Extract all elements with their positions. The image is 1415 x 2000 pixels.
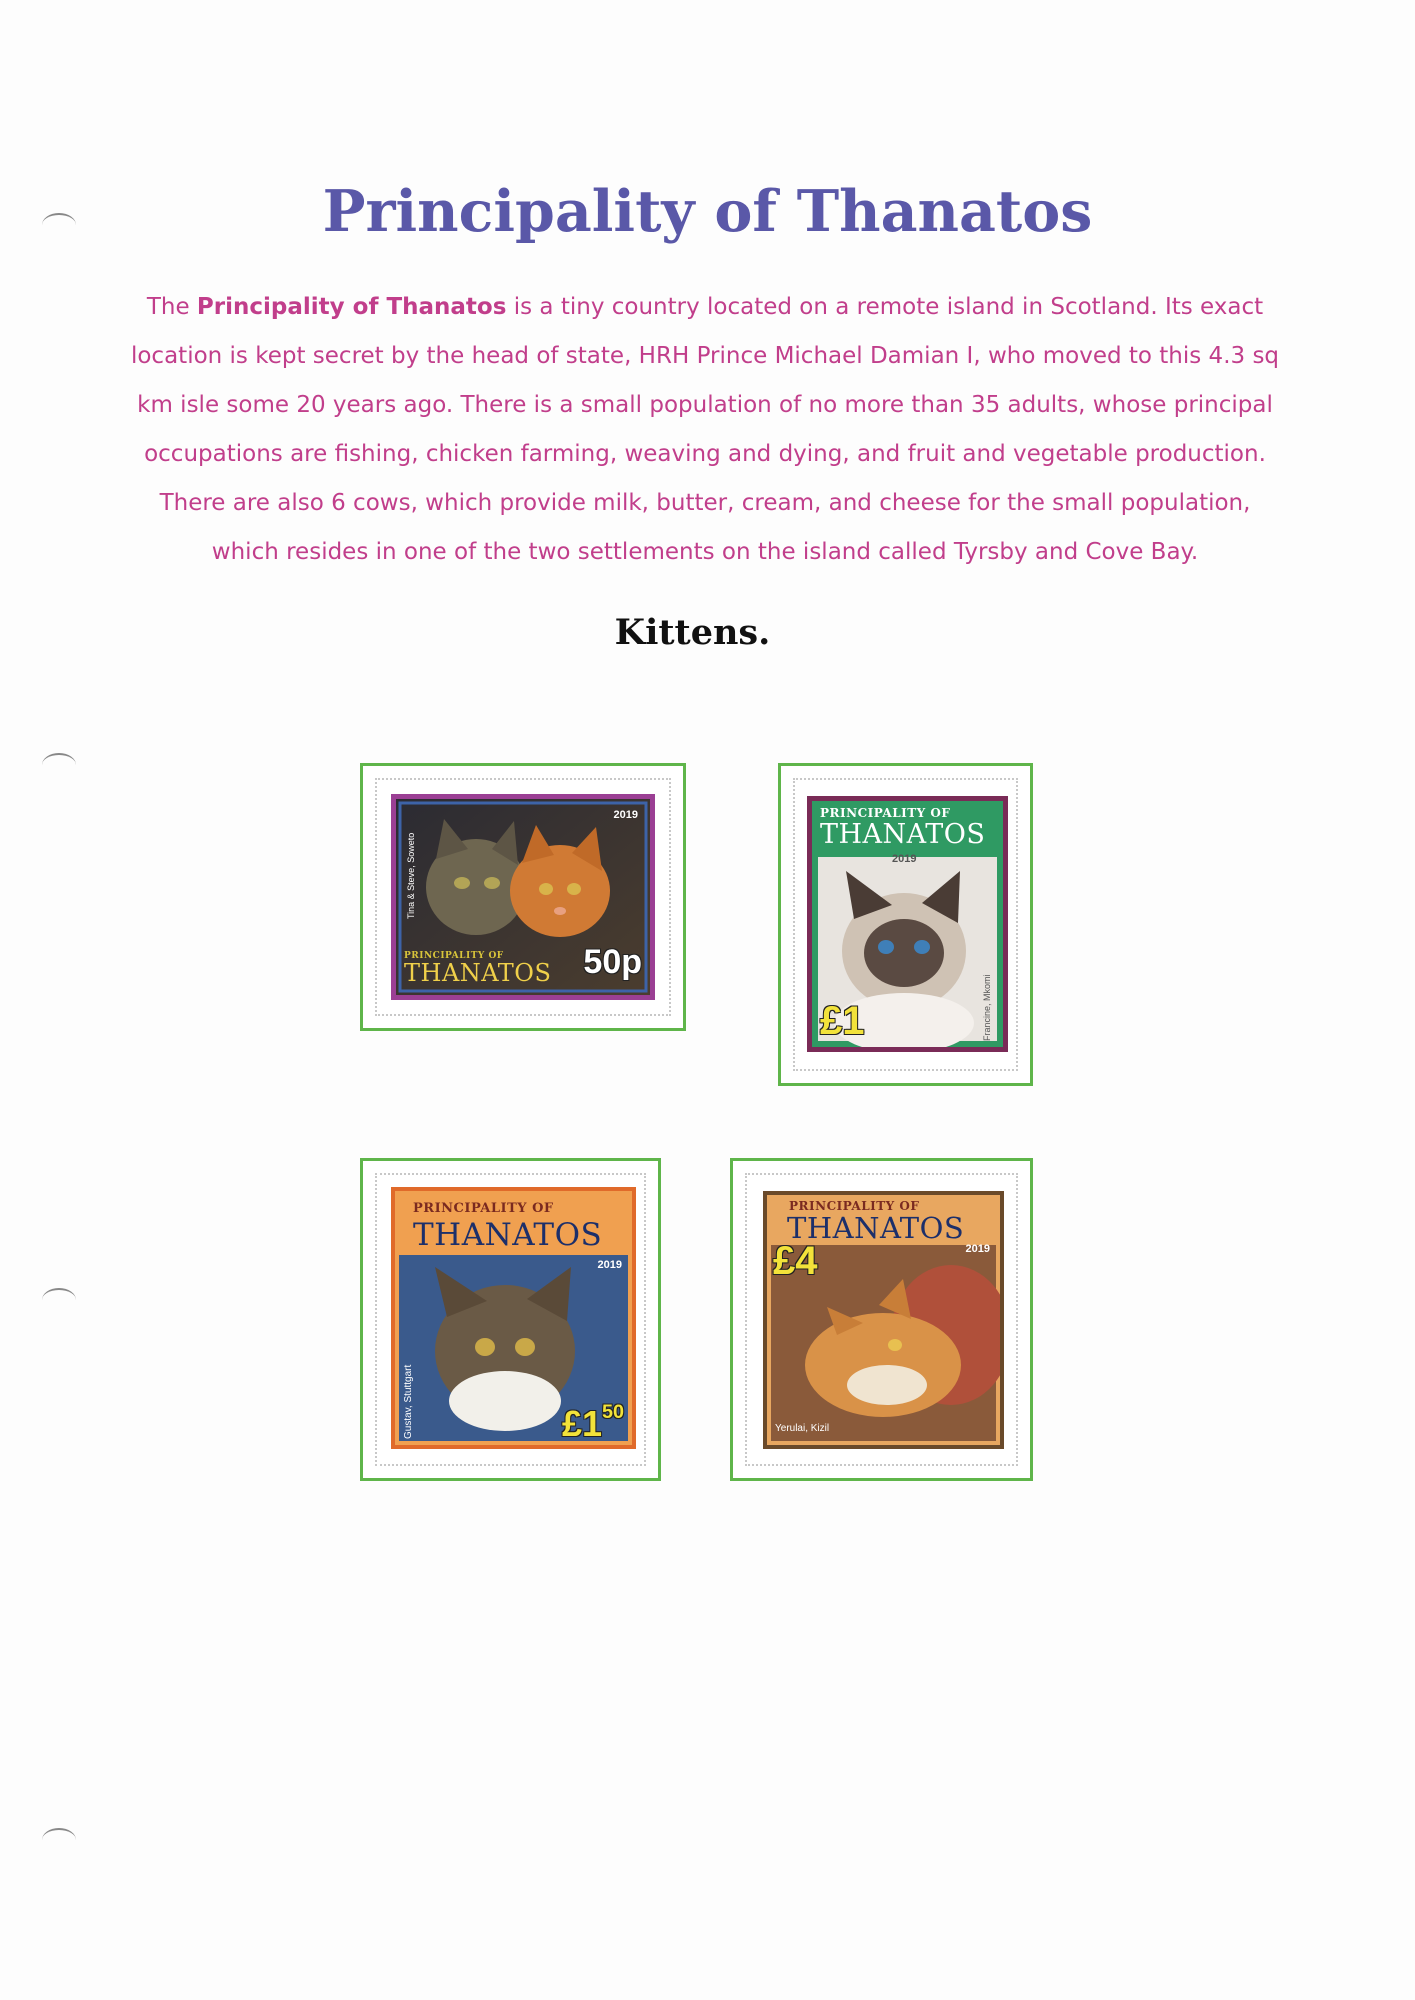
stamp-credit: Francine, Mkomi xyxy=(982,974,992,1041)
stamp-year: 2019 xyxy=(597,1259,622,1271)
stamp-value xyxy=(562,1403,624,1445)
intro-lead: The xyxy=(146,294,197,320)
stamp-value: 50p xyxy=(583,943,642,981)
stamp-country-small: PRINCIPALITY OF xyxy=(820,806,951,820)
intro-line-3: km isle some 20 years ago. There is a small population of no more than 35 adults, whose principal xyxy=(137,392,1273,418)
stamp-frame xyxy=(807,796,1008,1052)
stamp-credit: Yerulai, Kizil xyxy=(775,1423,830,1434)
stamp-country-small: PRINCIPALITY OF xyxy=(789,1199,920,1213)
stamp-1-pound xyxy=(793,778,1018,1071)
stamp-value: £1 xyxy=(820,999,865,1043)
intro-bold-country: Principality of Thanatos xyxy=(196,294,507,320)
stamp-credit: Tina & Steve, Soweto xyxy=(406,832,416,919)
stamp-1-50 xyxy=(375,1173,646,1466)
stamp-country-small: PRINCIPALITY OF xyxy=(404,951,504,961)
stamp-country-big: THANATOS xyxy=(787,1211,965,1245)
intro-line-2: location is kept secret by the head of state, HRH Prince Michael Damian I, who moved to this 4.3 sq xyxy=(130,343,1280,369)
intro-line-6: which resides in one of the two settlements on the island called Tyrsby and Cove Bay. xyxy=(211,539,1199,565)
intro-paragraph xyxy=(110,283,1300,577)
stamp-frame xyxy=(763,1191,1004,1449)
stamp-year: 2019 xyxy=(965,1243,990,1255)
stamp-mount xyxy=(778,763,1033,1086)
stamp-value-main: £1 xyxy=(561,1403,602,1444)
stamp-year: 2019 xyxy=(892,853,917,865)
stamp-year: 2019 xyxy=(613,809,638,821)
stamp-50p xyxy=(375,778,671,1016)
binder-hole xyxy=(42,753,76,777)
stamp-frame xyxy=(391,1187,636,1449)
stamp-country-big: THANATOS xyxy=(413,1217,603,1253)
stamp-value-pence: 50 xyxy=(601,1401,624,1423)
intro-line-5: There are also 6 cows, which provide milk, butter, cream, and cheese for the small population, xyxy=(159,490,1251,516)
stamp-value: £4 xyxy=(773,1239,818,1283)
binder-hole xyxy=(42,1288,76,1312)
stamp-country-big: THANATOS xyxy=(820,819,986,850)
stamp-mount xyxy=(360,1158,661,1481)
stamp-credit: Gustav, Stuttgart xyxy=(403,1364,414,1439)
stamp-country-small: PRINCIPALITY OF xyxy=(413,1201,554,1216)
intro-line-1: is a tiny country located on a remote island in Scotland. Its exact xyxy=(506,294,1264,320)
stamp-frame xyxy=(391,794,655,1000)
binder-hole xyxy=(42,1828,76,1852)
page-title: Principality of Thanatos xyxy=(322,178,1093,245)
stamp-mount xyxy=(730,1158,1033,1481)
stamp-4-pound xyxy=(745,1173,1018,1466)
stamp-country-big: THANATOS xyxy=(404,959,552,987)
stamp-mount xyxy=(360,763,686,1031)
section-subtitle: Kittens. xyxy=(614,612,771,653)
intro-line-4: occupations are fishing, chicken farming, weaving and dying, and fruit and vegetable production. xyxy=(144,441,1266,467)
